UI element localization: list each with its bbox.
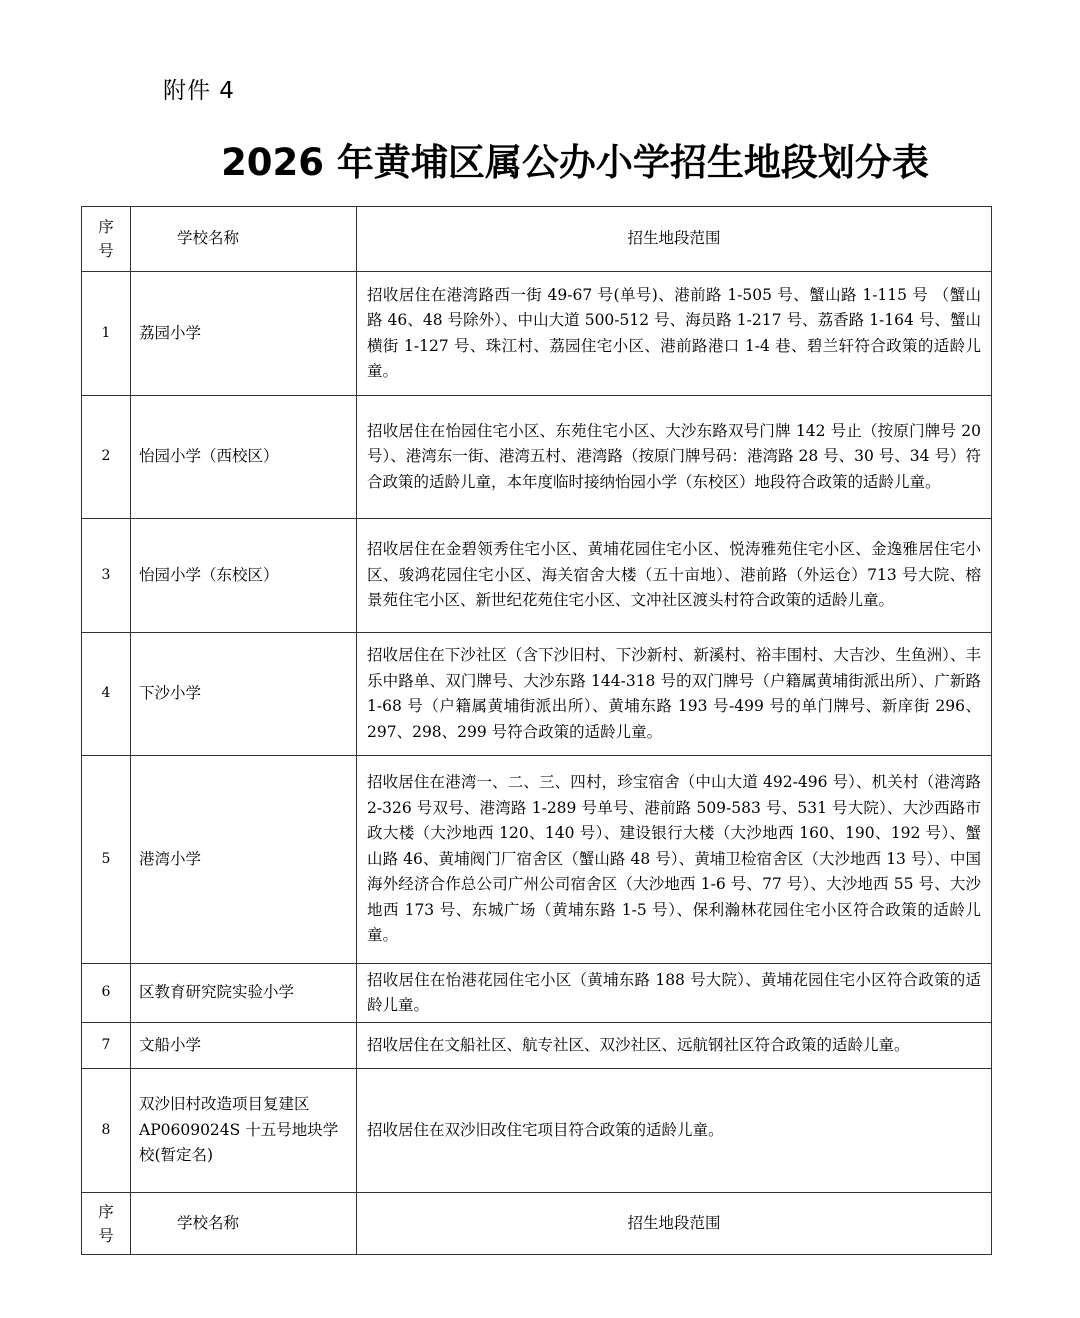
header-no [82, 207, 131, 272]
footer-header-school: 学校名称 [131, 1193, 357, 1255]
table-row [82, 633, 992, 756]
attachment-label: 附件 4 [163, 78, 235, 104]
header-no-label: 序号 [98, 218, 114, 260]
row-school: 区教育研究院实验小学 [131, 964, 357, 1023]
table-row [82, 1069, 992, 1193]
row-range: 招收居住在下沙社区（含下沙旧村、下沙新村、新溪村、裕丰围村、大吉沙、生鱼洲）、丰乐中路单、双门牌号、大沙东路 144-318 号的双门牌号（户籍属黄埔街派出所）、广新路 1-68 号（户籍属黄埔街派出所）、黄埔东路 193 号-499 号的单门牌号、新庠街 296、297、298、299 号符合政策的适龄儿童。 [357, 633, 992, 756]
enrollment-table [81, 206, 992, 1255]
row-no: 2 [82, 396, 131, 519]
row-range: 招收居住在港湾路西一街 49-67 号(单号)、港前路 1-505 号、蟹山路 1-115 号 （蟹山路 46、48 号除外）、中山大道 500-512 号、海员路 1-217 号、荔香路 1-164 号、蟹山横街 1-127 号、珠江村、荔园住宅小区、港前路港口 1-4 巷、碧兰轩符合政策的适龄儿童。 [357, 272, 992, 396]
row-no: 8 [82, 1069, 131, 1193]
footer-header-range: 招生地段范围 [357, 1193, 992, 1255]
page-title: 2026 年黄埔区属公办小学招生地段划分表 [221, 141, 929, 184]
row-school: 下沙小学 [131, 633, 357, 756]
row-school: 怡园小学（西校区） [131, 396, 357, 519]
table-row [82, 272, 992, 396]
row-school: 怡园小学（东校区） [131, 519, 357, 633]
table-row [82, 1023, 992, 1069]
header-school: 学校名称 [131, 207, 357, 272]
row-range: 招收居住在怡港花园住宅小区（黄埔东路 188 号大院）、黄埔花园住宅小区符合政策的适龄儿童。 [357, 964, 992, 1023]
table-footer-header-row [82, 1193, 992, 1255]
table-row [82, 756, 992, 964]
row-school: 荔园小学 [131, 272, 357, 396]
footer-header-no [82, 1193, 131, 1255]
table-row [82, 396, 992, 519]
row-range: 招收居住在怡园住宅小区、东苑住宅小区、大沙东路双号门牌 142 号止（按原门牌号 20 号）、港湾东一街、港湾五村、港湾路（按原门牌号码：港湾路 28 号、30 号、34 号）符合政策的适龄儿童，本年度临时接纳怡园小学（东校区）地段符合政策的适龄儿童。 [357, 396, 992, 519]
row-school: 双沙旧村改造项目复建区 AP0609024S 十五号地块学校(暂定名) [131, 1069, 357, 1193]
table-header-row [82, 207, 992, 272]
row-range: 招收居住在金碧领秀住宅小区、黄埔花园住宅小区、悦涛雅苑住宅小区、金逸雅居住宅小区、骏鸿花园住宅小区、海关宿舍大楼（五十亩地）、港前路（外运仓）713 号大院、榕景苑住宅小区、新世纪花苑住宅小区、文冲社区渡头村符合政策的适龄儿童。 [357, 519, 992, 633]
row-no: 7 [82, 1023, 131, 1069]
header-range: 招生地段范围 [357, 207, 992, 272]
row-range: 招收居住在文船社区、航专社区、双沙社区、远航钢社区符合政策的适龄儿童。 [357, 1023, 992, 1069]
row-no: 4 [82, 633, 131, 756]
table-row [82, 964, 992, 1023]
table-row [82, 519, 992, 633]
row-no: 5 [82, 756, 131, 964]
row-range: 招收居住在港湾一、二、三、四村，珍宝宿舍（中山大道 492-496 号）、机关村（港湾路 2-326 号双号、港湾路 1-289 号单号、港前路 509-583 号、531 号大院）、大沙西路市政大楼（大沙地西 120、140 号）、建设银行大楼（大沙地西 160、190、192 号）、蟹山路 46、黄埔阀门厂宿舍区（蟹山路 48 号）、黄埔卫检宿舍区（大沙地西 13 号）、中国海外经济合作总公司广州公司宿舍区（大沙地西 1-6 号、77 号）、大沙地西 55 号、大沙地西 173 号、东城广场（黄埔东路 1-5 号）、保利瀚林花园住宅小区符合政策的适龄儿童。 [357, 756, 992, 964]
row-range: 招收居住在双沙旧改住宅项目符合政策的适龄儿童。 [357, 1069, 992, 1193]
footer-header-no-label: 序号 [98, 1202, 114, 1245]
row-no: 1 [82, 272, 131, 396]
row-school: 港湾小学 [131, 756, 357, 964]
row-no: 3 [82, 519, 131, 633]
row-no: 6 [82, 964, 131, 1023]
row-school: 文船小学 [131, 1023, 357, 1069]
